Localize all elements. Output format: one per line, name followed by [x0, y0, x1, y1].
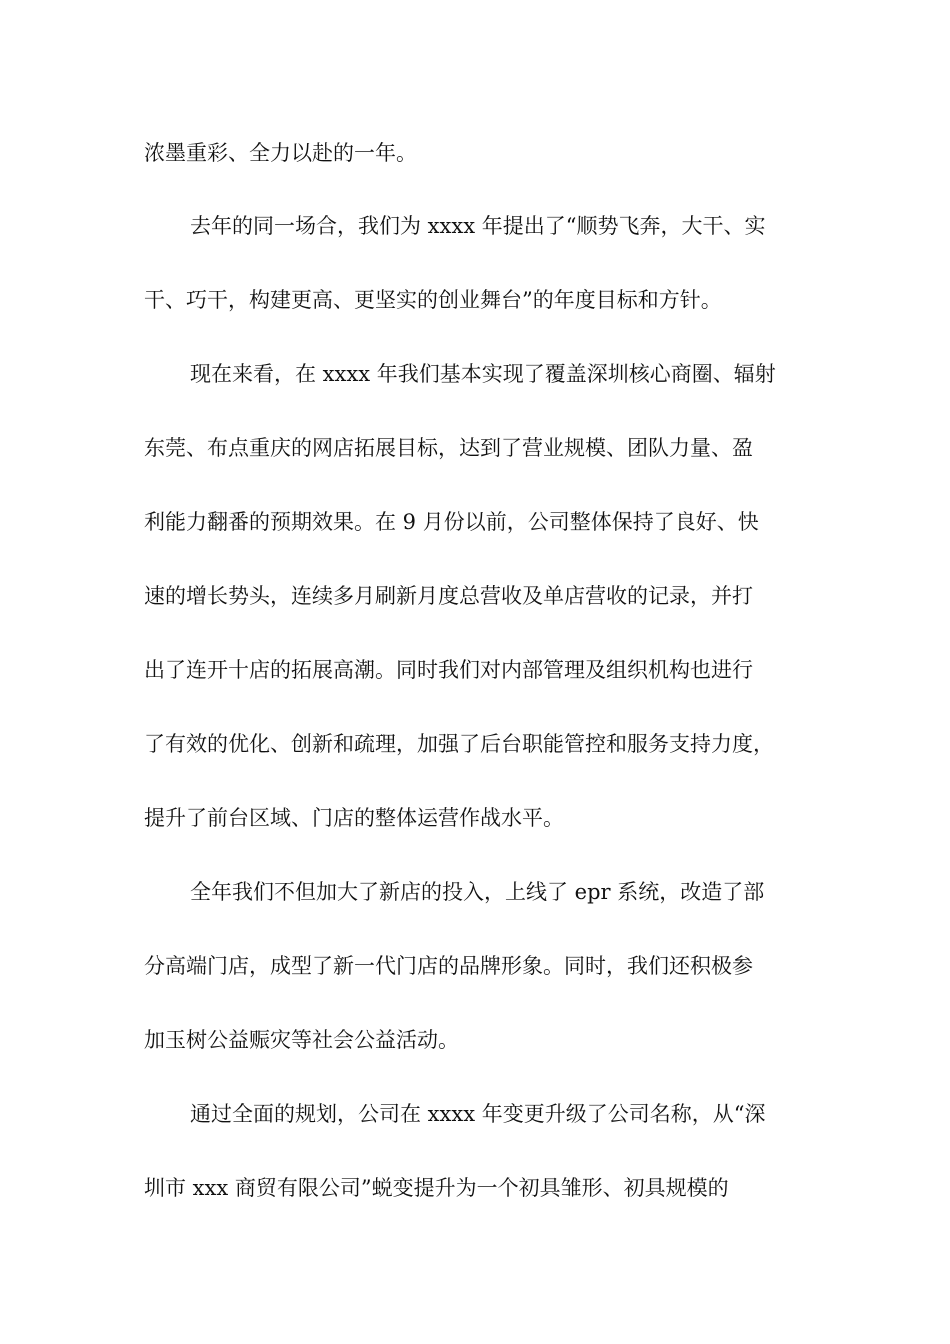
text-line: 出了连开十店的拓展高潮。同时我们对内部管理及组织机构也进行 — [144, 658, 753, 682]
text-line: 加玉树公益赈灾等社会公益活动。 — [144, 1028, 459, 1052]
text-line: 全年我们不但加大了新店的投入，上线了 epr 系统，改造了部 — [190, 880, 765, 904]
text-line: 速的增长势头，连续多月刷新月度总营收及单店营收的记录，并打 — [144, 584, 753, 608]
text-line: 现在来看，在 xxxx 年我们基本实现了覆盖深圳核心商圈、辐射 — [190, 362, 776, 386]
text-line: 浓墨重彩、全力以赴的一年。 — [144, 141, 417, 165]
text-line: 东莞、布点重庆的网店拓展目标，达到了营业规模、团队力量、盈 — [144, 436, 753, 460]
text-line: 分高端门店，成型了新一代门店的品牌形象。同时，我们还积极参 — [144, 954, 753, 978]
text-line: 干、巧干，构建更高、更坚实的创业舞台”的年度目标和方针。 — [144, 288, 722, 312]
text-line: 提升了前台区域、门店的整体运营作战水平。 — [144, 806, 564, 830]
text-line: 了有效的优化、创新和疏理，加强了后台职能管控和服务支持力度， — [144, 732, 774, 756]
text-line: 利能力翻番的预期效果。在 9 月份以前，公司整体保持了良好、快 — [144, 510, 759, 534]
text-line: 通过全面的规划，公司在 xxxx 年变更升级了公司名称，从“深 — [190, 1102, 766, 1126]
text-line: 圳市 xxx 商贸有限公司”蜕变提升为一个初具雏形、初具规模的 — [144, 1176, 729, 1200]
text-line: 去年的同一场合，我们为 xxxx 年提出了“顺势飞奔，大干、实 — [190, 214, 766, 238]
